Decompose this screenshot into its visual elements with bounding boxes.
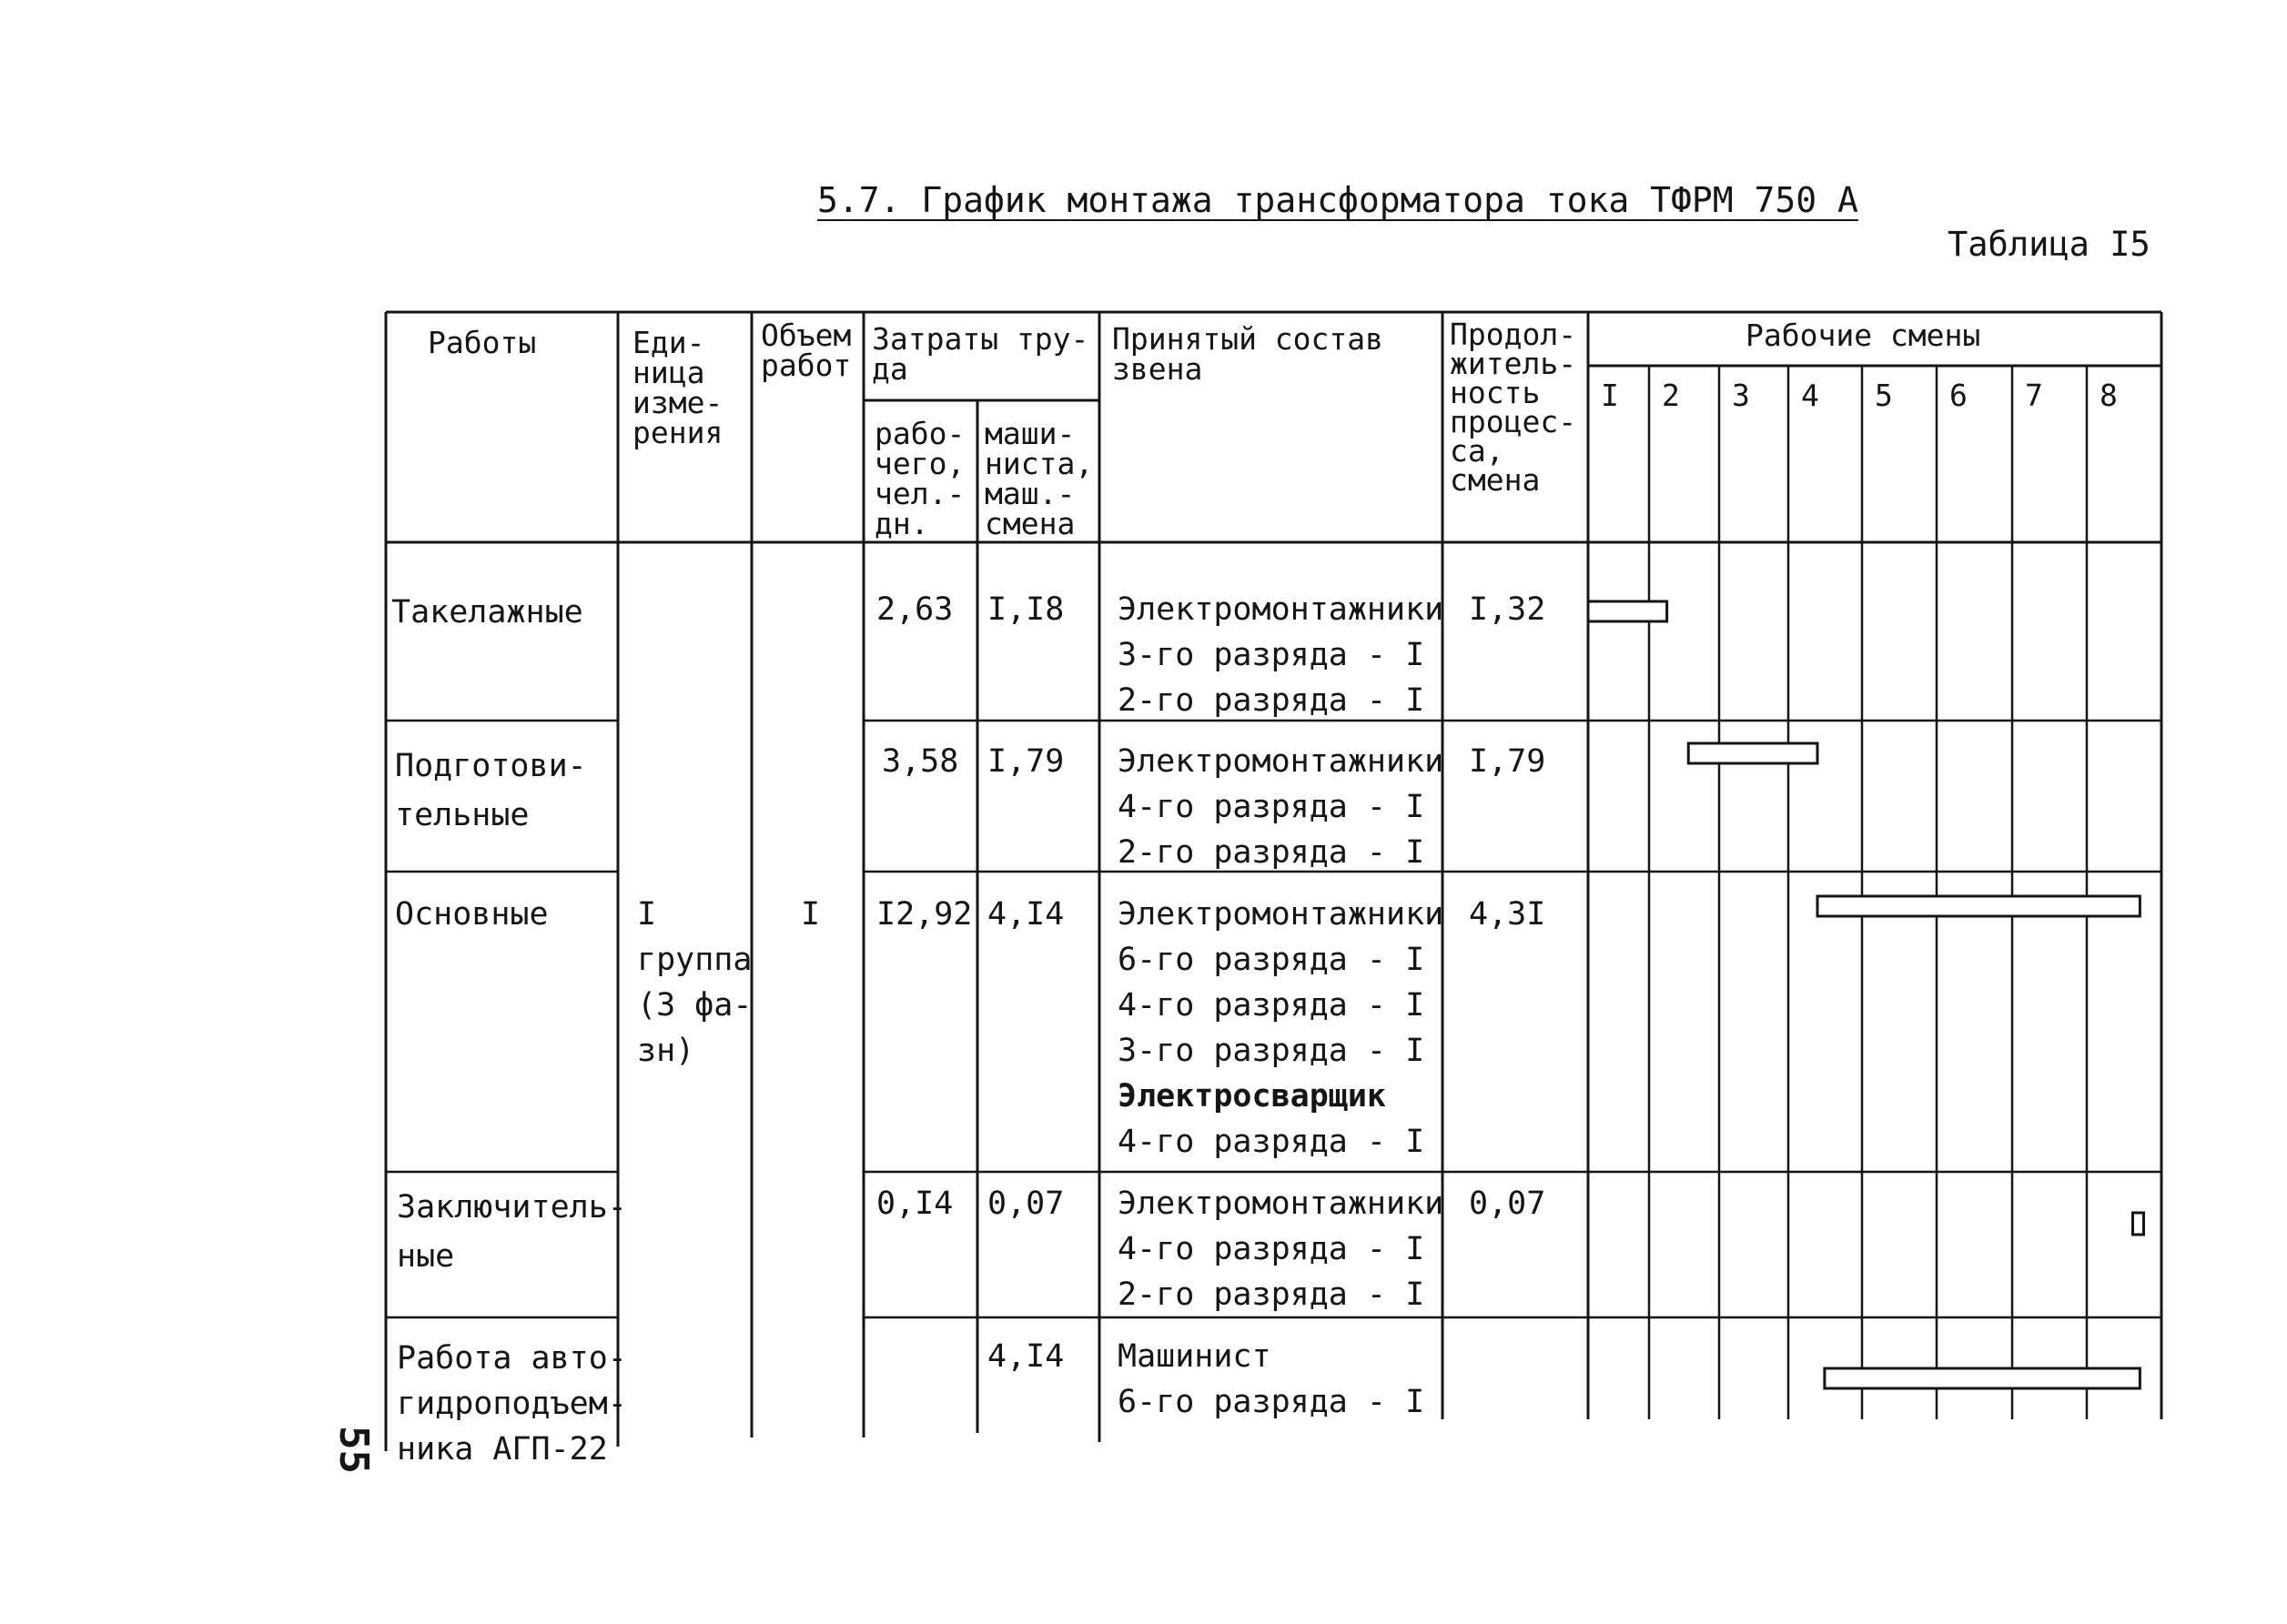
row-3-machinist: 4,I4 [987,896,1065,933]
row-4-machinist: 0,07 [987,1185,1065,1222]
page-number: 55 [329,1426,377,1474]
row-2-duration: I,79 [1469,743,1546,780]
header-shifts: Рабочие смены [1746,318,1981,353]
row-3-crew: Электромонтажники 6-го разряда - I 4-го разряда - I 3-го разряда - I Электросварщик 4-го разряда - I [1118,896,1444,1160]
shift-number-3: 3 [1732,378,1750,413]
shift-number-7: 7 [2025,378,2043,413]
header-duration: Продол- житель- ность процес- са, смена [1450,317,1577,498]
shift-number-2: 2 [1662,378,1680,413]
gantt-bar-row-2 [1688,743,1817,763]
header-volume: Объем работ [761,318,852,383]
unit-value: I группа (3 фа- зн) [637,896,753,1069]
row-3-duration: 4,3I [1469,896,1546,933]
row-4-work: Заключитель- ные [397,1189,627,1275]
row-5-work: Работа авто- гидроподъем- ника АГП-22 [397,1340,627,1468]
gantt-bar-row-1 [1588,601,1667,621]
header-labor-worker: рабо- чего, чел.- дн. [875,416,966,541]
gantt-bar-row-4 [2133,1213,2144,1235]
row-2-machinist: I,79 [987,743,1065,780]
shift-number-8: 8 [2100,378,2118,413]
row-3-work: Основные [395,896,549,933]
gantt-bar-row-3 [1817,896,2140,916]
row-2-work: Подготови- тельные [395,748,587,833]
table-title: 5.7. График монтажа трансформатора тока ТФРМ 750 А [817,180,1858,220]
header-unit: Еди- ница изме- рения [632,325,724,450]
row-1-worker: 2,63 [876,591,954,628]
shift-number-1: I [1601,378,1619,413]
table-number: Таблица I5 [1948,225,2150,264]
header-works: Работы [428,325,537,360]
header-crew: Принятый состав звена [1112,321,1384,387]
header-labor-machinist: маши- ниста, маш.- смена [985,416,1094,541]
shift-number-5: 5 [1875,378,1893,413]
row-5-machinist: 4,I4 [987,1338,1065,1375]
shift-number-6: 6 [1949,378,1968,413]
volume-value: I [801,896,821,933]
row-4-crew: Электромонтажники 4-го разряда - I 2-го разряда - I [1118,1185,1444,1313]
row-5-crew: Машинист 6-го разряда - I [1118,1338,1425,1420]
row-3-worker: I2,92 [876,896,973,933]
row-1-crew: Электромонтажники 3-го разряда - I 2-го разряда - I [1118,591,1444,719]
header-labor: Затраты тру- да [872,321,1089,387]
gantt-bar-row-5 [1825,1368,2140,1388]
shift-number-4: 4 [1801,378,1819,413]
row-1-machinist: I,I8 [987,591,1065,628]
row-2-crew: Электромонтажники 4-го разряда - I 2-го разряда - I [1118,743,1444,871]
row-1-duration: I,32 [1469,591,1546,628]
row-2-worker: 3,58 [882,743,959,780]
row-4-worker: 0,I4 [876,1185,954,1222]
row-1-work: Такелажные [391,594,583,630]
row-4-duration: 0,07 [1469,1185,1546,1222]
